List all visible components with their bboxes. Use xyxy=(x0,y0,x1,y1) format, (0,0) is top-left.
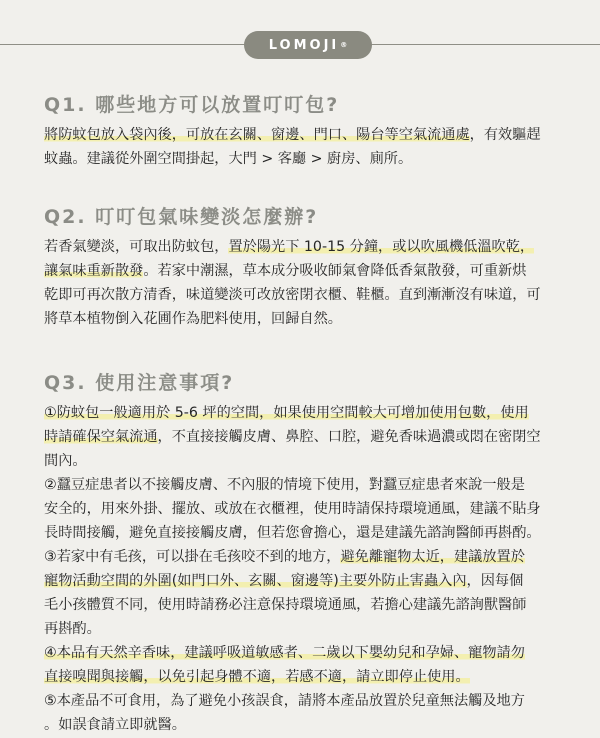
header xyxy=(0,0,600,80)
text-line xyxy=(44,546,576,569)
registered-mark: ® xyxy=(340,41,348,49)
text-line xyxy=(44,236,576,259)
highlighted-text: 避免離寵物太近，建議放置於 xyxy=(340,549,525,565)
text-line xyxy=(44,284,576,307)
text-line xyxy=(44,450,576,473)
text-segment: 長時間接觸，避免直接接觸皮膚，但若您會擔心，還是建議先諮詢醫師再斟酌。 xyxy=(44,525,541,541)
highlighted-text: 直接嗅聞與接觸，以免引起身體不適，若感不適，請立即停止使用。 xyxy=(44,669,470,685)
text-segment: 將草本植物倒入花圃作為肥料使用，回歸自然。 xyxy=(44,311,342,327)
text-line xyxy=(44,148,576,171)
faq-q3 xyxy=(44,366,576,738)
text-segment: ③若家中有毛孩，可以掛在毛孩咬不到的地方， xyxy=(44,549,341,565)
text-line xyxy=(44,474,576,497)
q2-answer xyxy=(44,236,576,331)
highlighted-text: 寵物活動空間的外圍(如門口外、玄關、窗邊等)主要外防止害蟲入內 xyxy=(44,573,467,589)
brand-logo-text: LOMOJI xyxy=(268,37,340,53)
text-line xyxy=(44,124,576,147)
text-segment: 。若家中潮濕，草本成分吸收師氣會降低香氣散發，可重新烘 xyxy=(143,263,527,279)
text-line xyxy=(44,426,576,449)
text-line xyxy=(44,498,576,521)
text-line xyxy=(44,260,576,283)
text-segment: ，因每個 xyxy=(466,573,524,589)
text-segment: ，有效驅趕 xyxy=(469,127,541,143)
highlighted-text: 讓氣味重新散發 xyxy=(44,263,144,279)
text-line xyxy=(44,666,576,689)
highlighted-text: 時請確保空氣流通 xyxy=(44,429,158,445)
highlighted-text: ④本品有天然辛香味，建議呼吸道敏感者、二歲以下嬰幼兒和孕婦、寵物請勿 xyxy=(44,645,525,661)
text-segment: 安全的，用來外掛、擺放、或放在衣櫃裡，使用時請保持環境通風，建議不貼身 xyxy=(44,501,541,517)
text-line xyxy=(44,594,576,617)
q3-answer xyxy=(44,402,576,737)
text-line xyxy=(44,570,576,593)
text-line xyxy=(44,714,576,737)
text-segment: 。如誤食請立即就醫。 xyxy=(44,717,186,733)
highlighted-text: 將防蚊包放入袋內後，可放在玄關、窗邊、門口、陽台等空氣流通處 xyxy=(44,127,470,143)
text-line xyxy=(44,618,576,641)
text-line xyxy=(44,522,576,545)
faq-q1 xyxy=(44,88,576,172)
q1-title: Q1. 哪些地方可以放置叮叮包? xyxy=(44,94,340,116)
text-line xyxy=(44,642,576,665)
q1-answer xyxy=(44,124,576,171)
text-segment: 蚊蟲。建議從外圍空間掛起，大門 > 客廳 > 廚房、廁所。 xyxy=(44,151,413,167)
text-segment: 毛小孩體質不同，使用時請務必注意保持環境通風，若擔心建議先諮詢獸醫師 xyxy=(44,597,527,613)
brand-logo xyxy=(244,31,372,59)
highlighted-text: 置於陽光下 10-15 分鐘，或以吹風機低溫吹乾， xyxy=(228,239,535,255)
text-segment: ⑤本產品不可食用，為了避免小孩誤食，請將本產品放置於兒童無法觸及地方 xyxy=(44,693,525,709)
text-segment: 再斟酌。 xyxy=(44,621,101,637)
text-segment: ，不直接接觸皮膚、鼻腔、口腔，避免香味過濃或悶在密閉空 xyxy=(157,429,541,445)
q3-title: Q3. 使用注意事項? xyxy=(44,372,235,394)
text-segment: 乾即可再次散方清香，味道變淡可改放密閉衣櫃、鞋櫃。直到漸漸沒有味道，可 xyxy=(44,287,541,303)
text-segment: 間內。 xyxy=(44,453,87,469)
text-line xyxy=(44,690,576,713)
text-line xyxy=(44,308,576,331)
highlighted-text: ①防蚊包一般適用於 5-6 坪的空間，如果使用空間較大可增加使用包數，使用 xyxy=(44,405,529,421)
faq-q2 xyxy=(44,200,576,332)
text-segment: 若香氣變淡，可取出防蚊包， xyxy=(44,239,229,255)
text-line xyxy=(44,402,576,425)
q2-title: Q2. 叮叮包氣味變淡怎麼辦? xyxy=(44,206,319,228)
text-segment: ②蠶豆症患者以不接觸皮膚、不內服的情境下使用，對蠶豆症患者來說一般是 xyxy=(44,477,525,493)
